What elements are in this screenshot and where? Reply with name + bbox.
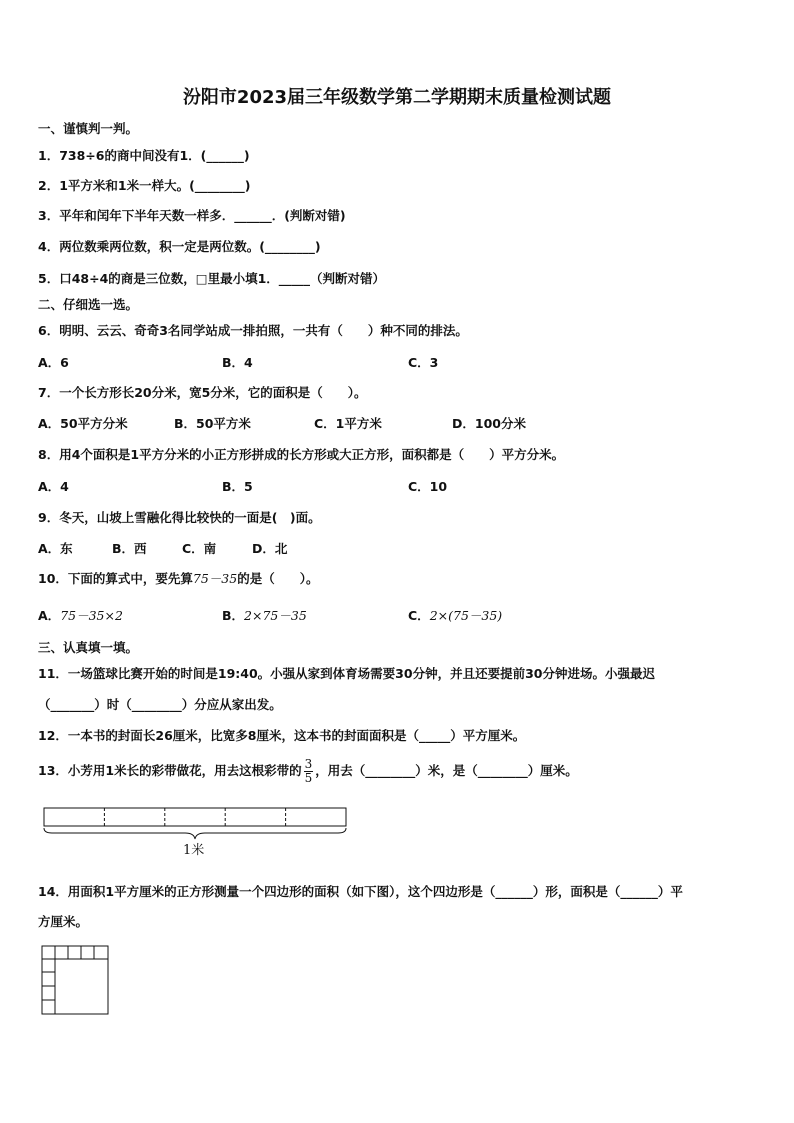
question-9-option-d: D．北 (252, 541, 288, 556)
question-9-option-b: B．西 (112, 541, 147, 556)
option-b-expression: 2×75－35 (244, 608, 307, 623)
ribbon-brace (44, 828, 346, 839)
question-10-expression: 75－35 (192, 571, 238, 586)
option-c-expression: 2×(75－35) (429, 608, 503, 623)
fraction-three-fifths (304, 758, 314, 785)
fraction-denominator: 5 (304, 771, 313, 785)
question-7-option-b: B．50平方米 (174, 416, 251, 431)
question-4: 4．两位数乘两位数，积一定是两位数。(________) (38, 239, 321, 254)
question-13 (38, 756, 578, 786)
question-13-text-end: ，用去（________）米，是（________）厘米。 (315, 763, 578, 778)
question-10-option-b (222, 608, 307, 624)
question-6-option-c: C．3 (408, 355, 439, 370)
question-3: 3．平年和闰年下半年天数一样多．______．(判断对错) (38, 208, 346, 223)
section-heading-fill: 三、认真填一填。 (38, 640, 139, 655)
question-8-stem: 8．用4个面积是1平方分米的小正方形拼成的长方形或大正方形，面积都是（ ）平方分米。 (38, 447, 565, 462)
question-1: 1．738÷6的商中间没有1．(______) (38, 148, 250, 163)
question-8-option-b: B．5 (222, 479, 253, 494)
question-10-option-a (38, 608, 123, 624)
page-title: 汾阳市2023届三年级数学第二学期期末质量检测试题 (182, 87, 612, 108)
outer-square (42, 946, 108, 1014)
question-9-option-c: C．南 (182, 541, 217, 556)
question-8-option-a: A．4 (38, 479, 69, 494)
question-10-stem-end: 的是（ ）。 (237, 571, 319, 586)
question-13-text-start: 13．小芳用1米长的彩带做花，用去这根彩带的 (38, 763, 302, 778)
question-6-option-a: A．6 (38, 355, 69, 370)
question-7-stem: 7．一个长方形长20分米，宽5分米，它的面积是（ ）。 (38, 385, 367, 400)
question-12: 12．一本书的封面长26厘米，比宽多8厘米，这本书的封面面积是（_____）平方厘米。 (38, 728, 526, 743)
question-9-stem: 9．冬天，山坡上雪融化得比较快的一面是( )面。 (38, 510, 321, 525)
question-9-option-a: A．东 (38, 541, 73, 556)
ribbon-bar (44, 808, 346, 826)
section-heading-choice: 二、仔细选一选。 (38, 297, 139, 312)
question-7-option-d: D．100分米 (452, 416, 526, 431)
question-6-stem: 6．明明、云云、奇奇3名同学站成一排拍照，一共有（ ）种不同的排法。 (38, 323, 468, 338)
question-2: 2．1平方米和1米一样大。(________) (38, 178, 251, 193)
question-11-line-2: （_______）时（________）分应从家出发。 (38, 697, 282, 712)
option-a-label: A． (38, 608, 61, 623)
question-11-line-1: 11．一场篮球比赛开始的时间是19:40。小强从家到体育场需要30分钟，并且还要提前30分钟进场。小强最迟 (38, 666, 655, 681)
question-7-option-c: C．1平方米 (314, 416, 382, 431)
question-7-option-a: A．50平方分米 (38, 416, 128, 431)
fraction-numerator: 3 (304, 757, 313, 771)
question-14-line-1: 14．用面积1平方厘米的正方形测量一个四边形的面积（如下图），这个四边形是（______）形，面积是（______）平 (38, 884, 683, 899)
option-b-label: B． (222, 608, 245, 623)
question-14-line-2: 方厘米。 (38, 914, 89, 929)
option-a-expression: 75－35×2 (60, 608, 123, 623)
question-5: 5．口48÷4的商是三位数，□里最小填1．_____（判断对错） (38, 271, 386, 286)
option-c-label: C． (408, 608, 430, 623)
section-heading-judge: 一、谨慎判一判。 (38, 121, 139, 136)
ribbon-length-label: 1米 (183, 843, 205, 858)
question-10-option-c (408, 608, 502, 624)
quadrilateral-grid-figure (40, 944, 112, 1016)
question-8-option-c: C．10 (408, 479, 448, 494)
question-10-stem (38, 571, 318, 587)
question-10-stem-start: 10．下面的算式中，要先算 (38, 571, 193, 586)
question-6-option-b: B．4 (222, 355, 253, 370)
